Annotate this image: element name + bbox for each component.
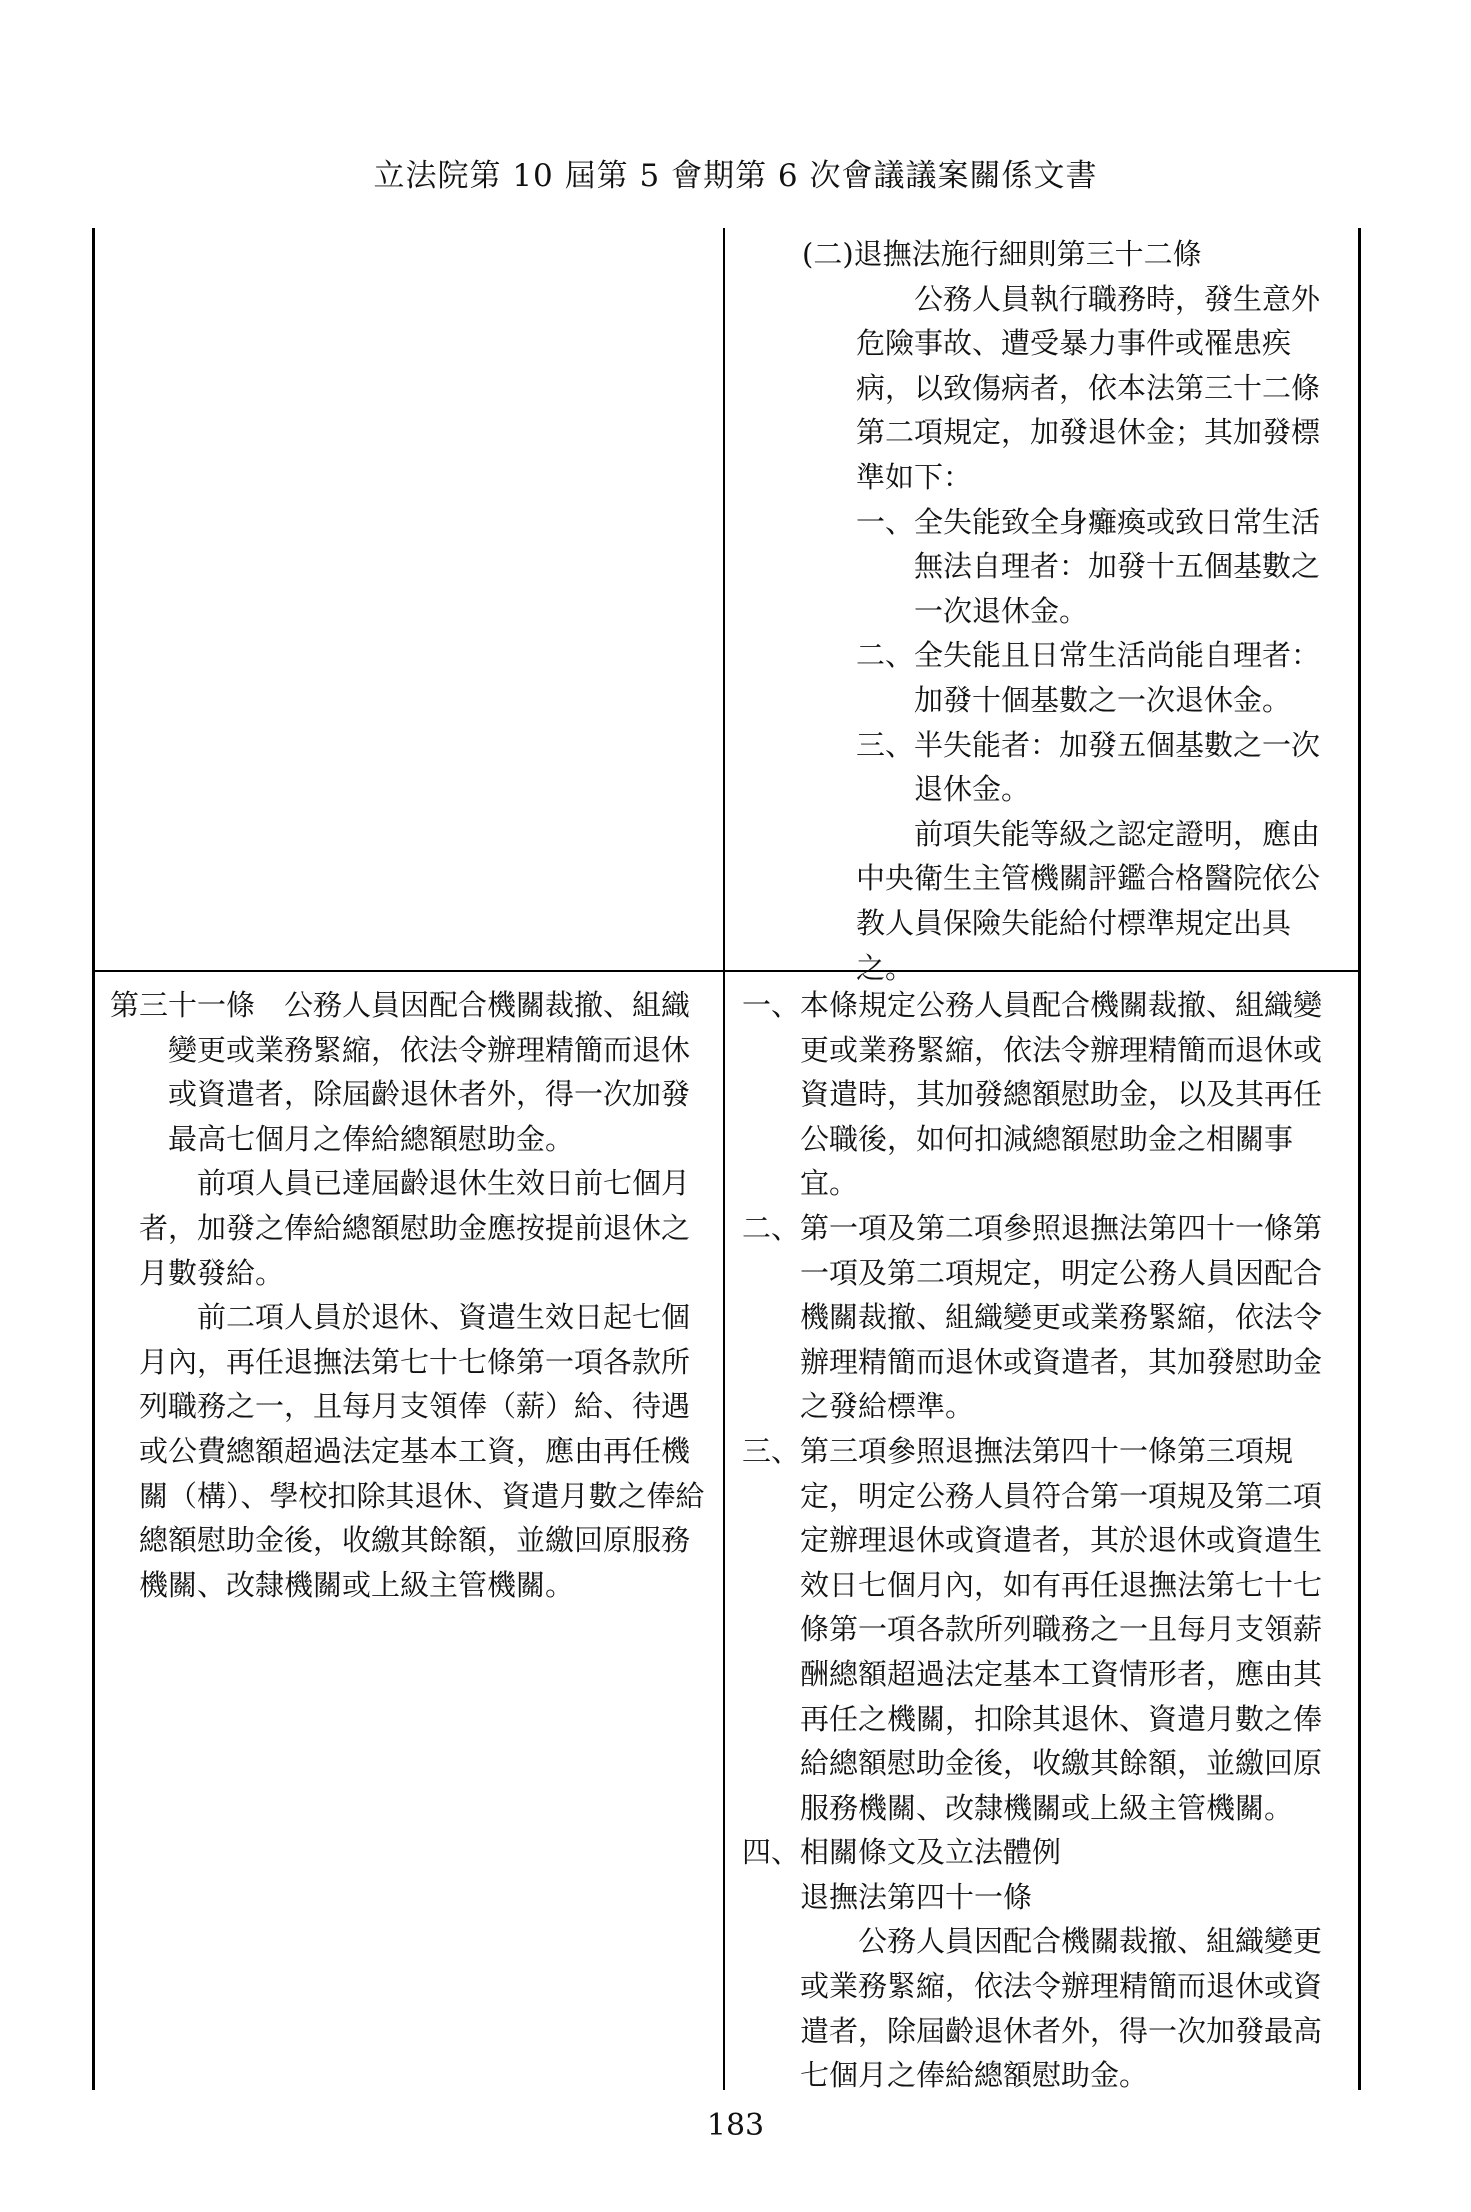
article-heading-paragraph: 第三十一條 公務人員因配合機關裁撤、組織變更或業務緊縮，依法令辦理精簡而退休或資遣者，除屆齡退休者外，得一次加發最高七個月之俸給總額慰助金。 (110, 988, 691, 1156)
enforcement-rule-item: 一、全失能致全身癱瘓或致日常生活無法自理者：加發十五個基數之一次退休金。 (856, 504, 1321, 628)
explanation-item: 二、第一項及第二項參照退撫法第四十一條第一項及第二項規定，明定公務人員因配合機關裁撤、組織變更或業務緊縮，依法令辦理精簡而退休或資遣者，其加發慰助金之發給標準。 (742, 1210, 1323, 1424)
article-cell (110, 983, 710, 1607)
explanation-cell (742, 983, 1342, 2098)
related-law-title: 退撫法第四十一條 (800, 1879, 1033, 1914)
top-right-cell (756, 232, 1342, 990)
explanation-item: 四、相關條文及立法體例 (742, 1835, 1062, 1870)
enforcement-rule-intro: 公務人員執行職務時，發生意外危險事故、遭受暴力事件或罹患疾病，以致傷病者，依本法第三十二條第二項規定，加發退休金；其加發標準如下： (856, 281, 1321, 494)
table-left-border (92, 228, 95, 2090)
enforcement-rule-closing: 前項失能等級之認定證明，應由中央衛生主管機關評鑑合格醫院依公教人員保險失能給付標準規定出具之。 (856, 816, 1321, 985)
article-paragraph: 前項人員已達屆齡退休生效日前七個月者，加發之俸給總額慰助金應按提前退休之月數發給。 (139, 1166, 691, 1290)
article-paragraph: 前二項人員於退休、資遣生效日起七個月內，再任退撫法第七十七條第一項各款所列職務之一，且每月支領俸（薪）給、待遇或公費總額超過法定基本工資，應由再任機關（構）、學校扣除其退休、資遣月數之俸給總額慰助金後，收繳其餘額，並繳回原服務機關、改隸機關或上級主管機關。 (139, 1300, 705, 1602)
table-right-border (1358, 228, 1361, 2090)
enforcement-rule-item: 二、全失能且日常生活尚能自理者：加發十個基數之一次退休金。 (856, 638, 1321, 717)
enforcement-rule-title: (二)退撫法施行細則第三十二條 (802, 237, 1202, 271)
related-law-text: 公務人員因配合機關裁撤、組織變更或業務緊縮，依法令辦理精簡而退休或資遣者，除屆齡退休者外，得一次加發最高七個月之俸給總額慰助金。 (800, 1924, 1323, 2093)
explanation-item: 三、第三項參照退撫法第四十一條第三項規定，明定公務人員符合第一項規及第二項定辦理退休或資遣者，其於退休或資遣生效日七個月內，如有再任退撫法第七十七條第一項各款所列職務之一且每月支領薪酬總額超過法定基本工資情形者，應由其再任之機關，扣除其退休、資遣月數之俸給總額慰助金後，收繳其餘額，並繳回原服務機關、改隸機關或上級主管機關。 (742, 1433, 1323, 1825)
document-header: 立法院第 10 屆第 5 會期第 6 次會議議案關係文書 (373, 158, 1098, 194)
table-center-divider (723, 228, 725, 2090)
explanation-item: 一、本條規定公務人員配合機關裁撤、組織變更或業務緊縮，依法令辦理精簡而退休或資遣時，其加發總額慰助金，以及其再任公職後，如何扣減總額慰助金之相關事宜。 (742, 988, 1323, 1201)
enforcement-rule-item: 三、半失能者：加發五個基數之一次退休金。 (856, 727, 1321, 807)
page-number: 183 (706, 2108, 765, 2143)
